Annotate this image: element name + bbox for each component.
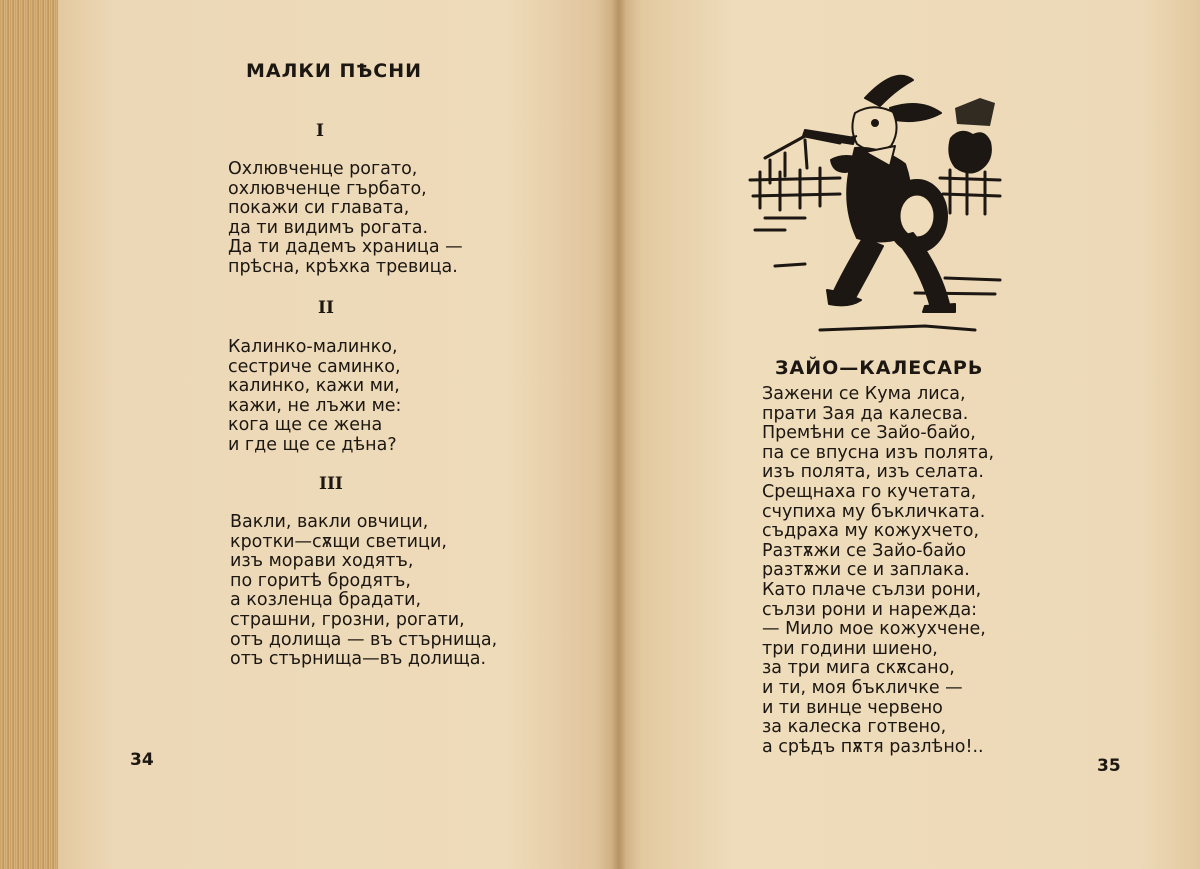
poem-stanza [762, 385, 994, 757]
poem-line: охлювченце гърбато, [228, 178, 427, 199]
section-numeral: I [316, 121, 324, 141]
poem-line: Да ти дадемъ храница — [228, 237, 463, 258]
poem-line: прати Зая да калесва. [762, 403, 969, 424]
poem-line: страшни, грозни, рогати, [230, 609, 465, 630]
poem-line: калинко, кажи ми, [228, 376, 400, 397]
poem-line: — Мило мое кожухчене, [762, 619, 986, 640]
poem-line: и ти винце червено [762, 697, 943, 718]
right-page-title: ЗАЙО—КАЛЕСАРЬ [775, 357, 984, 379]
poem-line: Разтѫжи се Зайо-байо [762, 540, 967, 561]
page-number-right: 35 [1097, 756, 1121, 776]
poem-line: за три мига скѫсано, [762, 658, 955, 679]
poem-line: сълзи рони и нарежда: [762, 599, 978, 620]
section-numeral: III [319, 474, 343, 494]
hare-with-drum-illustration [745, 68, 1010, 343]
poem-stanza [228, 338, 401, 456]
page-edges [0, 0, 58, 869]
section-numeral: II [318, 298, 334, 318]
poem-line: отъ долища — въ стърнища, [230, 629, 498, 650]
poem-line: отъ стърнища—въ долища. [230, 649, 487, 670]
poem-line: сестриче саминко, [228, 356, 401, 377]
book-gutter [612, 0, 626, 869]
poem-line: па се впусна изъ полята, [762, 442, 995, 463]
poem-line: Охлювченце рогато, [228, 159, 418, 179]
poem-line: счупиха му бъкличката. [762, 501, 986, 522]
left-page-title: МАЛКИ ПѢСНИ [246, 60, 423, 82]
poem-line: покажи си главата, [228, 198, 410, 219]
poem-line: Зажени се Кума лиса, [762, 384, 966, 404]
poem-line: кротки—сѫщи светици, [230, 531, 447, 552]
poem-line: а срѣдъ пѫтя разлѣно!.. [762, 736, 984, 757]
poem-line: кога ще се жена [228, 415, 383, 436]
poem-line: съдраха му кожухчето, [762, 521, 980, 542]
poem-stanza [228, 160, 463, 278]
poem-line: да ти видимъ рогата. [228, 217, 429, 238]
poem-line: а козленца брадати, [230, 590, 422, 611]
poem-line: и где ще се дѣна? [228, 434, 397, 455]
poem-line: Премѣни се Зайо-байо, [762, 423, 976, 444]
poem-line: три години шиено, [762, 638, 938, 659]
poem-line: Калинко-малинко, [228, 337, 398, 357]
poem-line: изъ морави ходятъ, [230, 551, 414, 572]
poem-line: изъ полята, изъ селата. [762, 462, 984, 483]
poem-line: разтѫжи се и заплака. [762, 560, 970, 581]
poem-line: за калеска готвено, [762, 717, 947, 738]
poem-line: прѣсна, крѣхка тревица. [228, 256, 458, 277]
poem-line: Като плаче сълзи рони, [762, 579, 982, 600]
poem-line: Вакли, вакли овчици, [230, 512, 429, 532]
poem-line: и ти, моя бъкличке — [762, 677, 963, 698]
poem-stanza [230, 513, 497, 670]
poem-line: Срещнаха го кучетата, [762, 481, 977, 502]
poem-line: по горитѣ бродятъ, [230, 570, 411, 591]
poem-line: кажи, не лъжи ме: [228, 395, 402, 416]
page-number-left: 34 [130, 750, 154, 770]
